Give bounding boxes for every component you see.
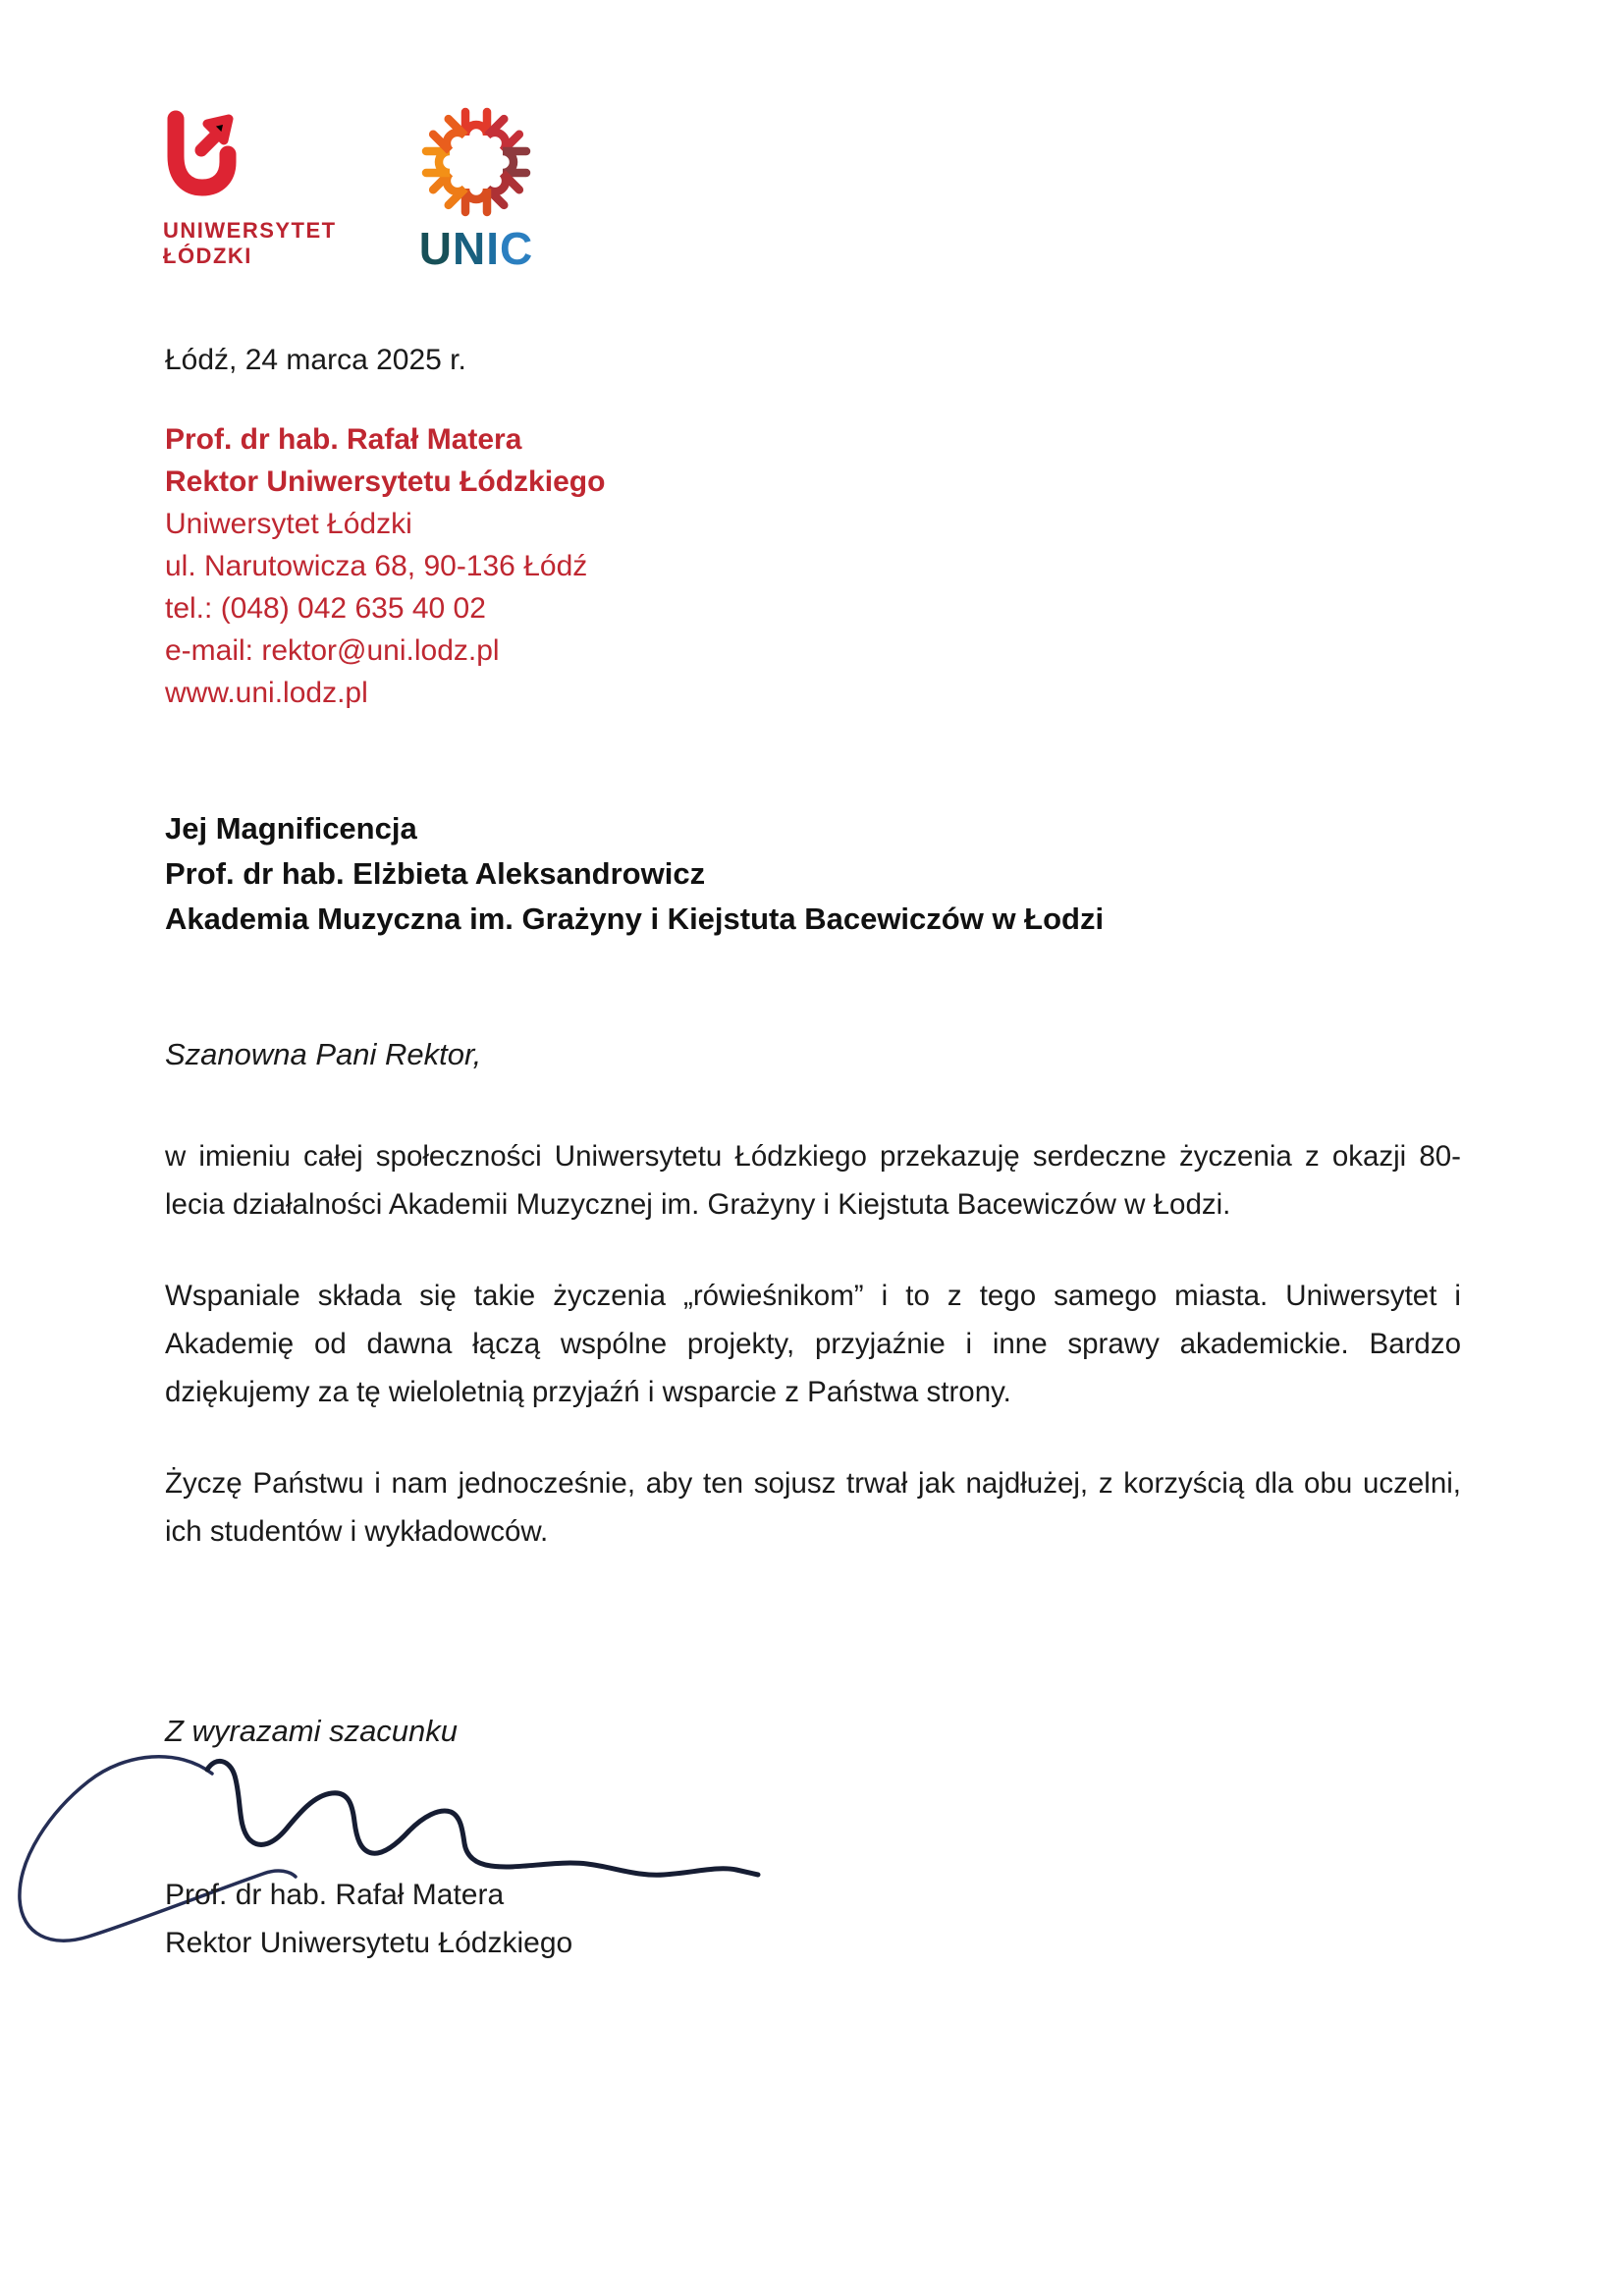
- unic-spoke: [487, 173, 519, 205]
- unic-spoke: [465, 112, 487, 136]
- sender-title: Rektor Uniwersytetu Łódzkiego: [165, 465, 606, 498]
- body-paragraph-3: Życzę Państwu i nam jednocześnie, aby ten sojusz trwał jak najdłużej, z korzyścią dla obu uczelni, ich studentów i wykładowców.: [165, 1467, 1461, 1548]
- signature-main-stroke: [207, 1761, 758, 1875]
- body-paragraph-2: Wspaniale składa się takie życzenia „rówieśnikom” i to z tego samego miasta. Uniwersytet i Akademię od dawna łączą wspólne projekty, przyjaźnie i inne sprawy akademickie. Bardzo dziękujemy za tę wieloletnią przyjaźń i wsparcie z Państwa strony.: [165, 1280, 1461, 1408]
- unic-spoke: [433, 173, 465, 205]
- university-of-lodz-wordmark: [163, 218, 337, 269]
- unic-spoke: [465, 189, 487, 212]
- sender-phone: tel.: (048) 042 635 40 02: [165, 592, 486, 625]
- unic-logo-icon: [418, 102, 534, 218]
- sender-name: Prof. dr hab. Rafał Matera: [165, 423, 522, 456]
- recipient-name: Prof. dr hab. Elżbieta Aleksandrowicz: [165, 856, 706, 891]
- body-paragraph-1: w imieniu całej społeczności Uniwersytetu Łódzkiego przekazuję serdeczne życzenia z okazji 80-lecia działalności Akademii Muzycznej im. Grażyny i Kiejstuta Bacewiczów w Łodzi.: [165, 1140, 1461, 1221]
- recipient-honorific: Jej Magnificencja: [165, 811, 417, 846]
- unic-spoke: [433, 119, 465, 151]
- letter-body: [165, 1132, 1461, 1599]
- sender-email: e-mail: rektor@uni.lodz.pl: [165, 634, 500, 667]
- sender-address: ul. Narutowicza 68, 90-136 Łódź: [165, 550, 588, 582]
- sender-org: Uniwersytet Łódzki: [165, 508, 412, 540]
- ul-logo-arrow-shaft: [201, 137, 215, 150]
- unic-spoke: [503, 151, 526, 173]
- salutation: Szanowna Pani Rektor,: [165, 1037, 482, 1071]
- ul-wordmark-line2: ŁÓDZKI: [163, 244, 252, 268]
- sender-website: www.uni.lodz.pl: [165, 677, 368, 709]
- unic-wordmark: UNIC: [418, 223, 534, 274]
- closing-phrase: Z wyrazami szacunku: [165, 1714, 459, 1748]
- unic-spoke: [487, 119, 519, 151]
- unic-spoke: [426, 151, 450, 173]
- recipient-institution: Akademia Muzyczna im. Grażyny i Kiejstuta Bacewiczów w Łodzi: [165, 902, 1105, 936]
- signer-block: [165, 1871, 572, 1967]
- recipient-block: [165, 806, 1104, 942]
- university-of-lodz-logo-icon: [161, 110, 242, 203]
- ul-wordmark-line1: UNIWERSYTET: [163, 218, 337, 243]
- signer-name: Prof. dr hab. Rafał Matera: [165, 1879, 505, 1911]
- signer-title: Rektor Uniwersytetu Łódzkiego: [165, 1927, 573, 1959]
- dateline: Łódź, 24 marca 2025 r.: [165, 344, 466, 376]
- sender-block: [165, 418, 605, 714]
